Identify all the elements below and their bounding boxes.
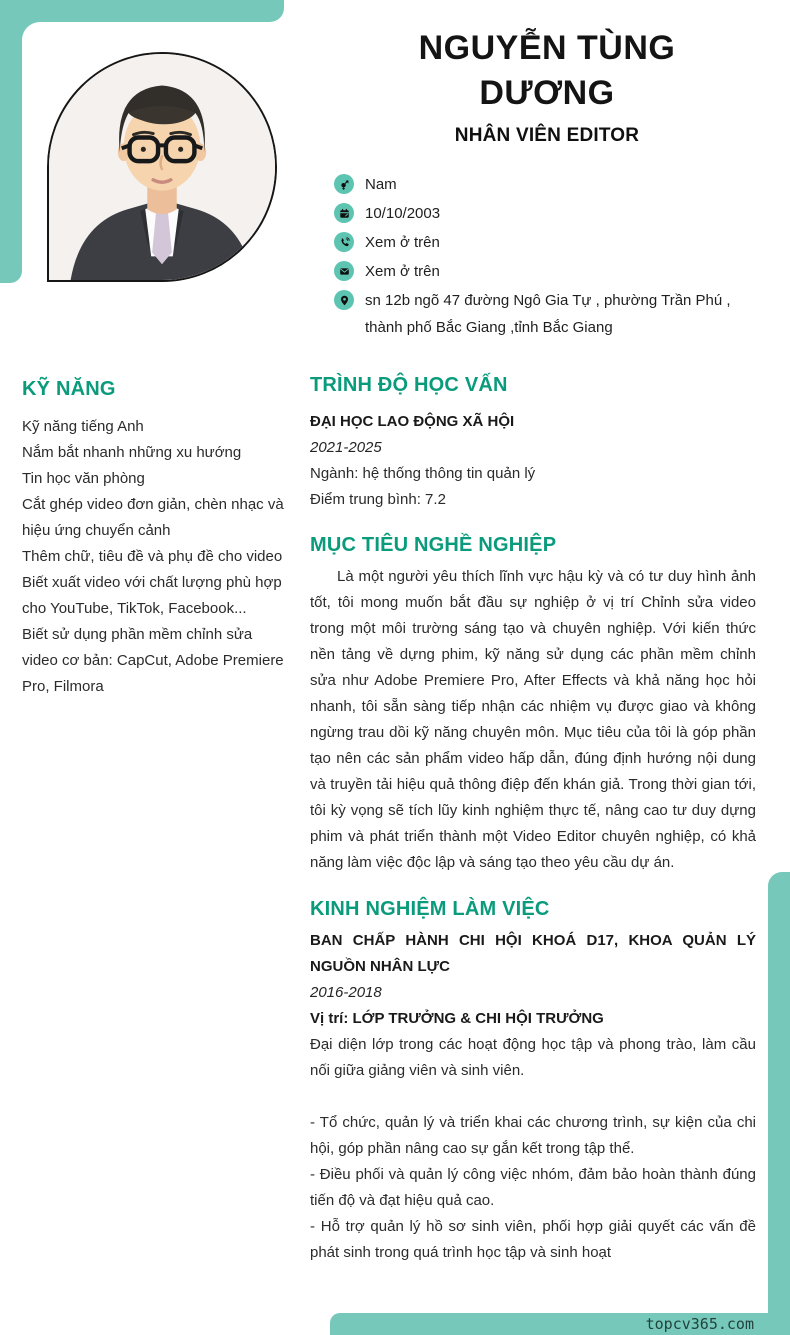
photo-card xyxy=(22,22,284,283)
contact-row-birthday xyxy=(334,203,764,224)
header xyxy=(330,26,764,147)
contact-list xyxy=(334,174,764,349)
email-icon xyxy=(334,261,354,281)
experience-bullet: - Điều phối và quản lý công việc nhóm, đảm bảo hoàn thành đúng tiến độ và đạt hiệu quả cao. xyxy=(310,1166,756,1209)
education-heading: TRÌNH ĐỘ HỌC VẤN xyxy=(310,374,508,396)
address-value: sn 12b ngõ 47 đường Ngô Gia Tự , phường Trần Phú , thành phố Bắc Giang ,tỉnh Bắc Giang xyxy=(365,292,731,336)
skill-item: Tin học văn phòng xyxy=(22,470,145,487)
contact-row-email xyxy=(334,261,764,282)
experience-bullet: - Tổ chức, quản lý và triển khai các chương trình, sự kiện của chi hội, góp phần nâng cao sự gắn kết trong tập thể. xyxy=(310,1114,756,1157)
contact-row-phone xyxy=(334,232,764,253)
contact-row-gender xyxy=(334,174,764,195)
experience-position: Vị trí: LỚP TRƯỞNG & CHI HỘI TRƯỞNG xyxy=(310,1010,604,1027)
experience-summary: Đại diện lớp trong các hoạt động học tập và phong trào, làm cầu nối giữa giảng viên và sinh viên. xyxy=(310,1036,756,1079)
phone-value: Xem ở trên xyxy=(365,234,440,251)
spacer xyxy=(310,1084,756,1110)
experience-organization: BAN CHẤP HÀNH CHI HỘI KHOÁ D17, KHOA QUẢN LÝ NGUỒN NHÂN LỰC xyxy=(310,932,756,975)
skill-item: Kỹ năng tiếng Anh xyxy=(22,418,144,435)
profile-photo xyxy=(47,52,277,282)
avatar xyxy=(49,54,275,280)
education-gpa: Điểm trung bình: 7.2 xyxy=(310,491,446,508)
email-value: Xem ở trên xyxy=(365,263,440,280)
skill-item: Nắm bắt nhanh những xu hướng xyxy=(22,444,242,461)
skills-section xyxy=(22,378,290,700)
gender-icon xyxy=(334,174,354,194)
footer-bar xyxy=(330,1313,790,1335)
location-icon xyxy=(334,290,354,310)
education-entry xyxy=(310,409,756,513)
skills-heading: KỸ NĂNG xyxy=(22,378,116,400)
left-accent-bar xyxy=(0,0,22,283)
skill-item: Thêm chữ, tiêu đề và phụ đề cho video xyxy=(22,548,283,565)
calendar-icon xyxy=(334,203,354,223)
experience-heading: KINH NGHIỆM LÀM VIỆC xyxy=(310,898,550,920)
skill-item: Biết sử dụng phần mềm chỉnh sửa video cơ bản: CapCut, Adobe Premiere Pro, Filmora xyxy=(22,626,284,695)
footer-website: topcv365.com xyxy=(645,1315,754,1333)
main-column xyxy=(310,374,756,1266)
education-school: ĐẠI HỌC LAO ĐỘNG XÃ HỘI xyxy=(310,413,515,430)
birthday-value: 10/10/2003 xyxy=(365,205,441,222)
gender-value: Nam xyxy=(365,176,397,193)
experience-bullet: - Hỗ trợ quản lý hồ sơ sinh viên, phối hợp giải quyết các vấn đề phát sinh trong quá trình học tập và sinh hoạt xyxy=(310,1218,756,1261)
objective-text: Là một người yêu thích lĩnh vực hậu kỳ và có tư duy hình ảnh tốt, tôi mong muốn bắt đầu sự nghiệp ở vị trí Chỉnh sửa video trong một môi trường sáng tạo và chuyên nghiệp. Với kiến thức nền tảng về dựng phim, kỹ năng sử dụng các phần mềm chỉnh sửa như Adobe Premiere Pro, After Effects và khả năng học hỏi nhanh, tôi sẵn sàng tiếp nhận các nhiệm vụ được giao và không ngừng trau dồi kỹ năng chuyên môn. Mục tiêu của tôi là góp phần tạo nên các sản phẩm video hấp dẫn, đúng định hướng nội dung và truyền tải hiệu quả thông điệp đến khán giả. Trong thời gian tới, tôi kỳ vọng sẽ tích lũy kinh nghiệm thực tế, nâng cao tư duy dựng phim và phát triển thành một Video Editor chuyên nghiệp, có khả năng làm việc độc lập và sáng tạo theo yêu cầu dự án. xyxy=(310,568,756,871)
objective-heading: MỤC TIÊU NGHỀ NGHIỆP xyxy=(310,534,557,556)
top-accent-bar xyxy=(0,0,284,22)
experience-entry xyxy=(310,928,756,1266)
skill-item: Cắt ghép video đơn giản, chèn nhạc và hiệu ứng chuyển cảnh xyxy=(22,496,284,539)
phone-icon xyxy=(334,232,354,252)
experience-period: 2016-2018 xyxy=(310,984,382,1001)
candidate-name: NGUYỄN TÙNG DƯƠNG xyxy=(418,29,676,112)
skill-item: Biết xuất video với chất lượng phù hợp cho YouTube, TikTok, Facebook... xyxy=(22,574,282,617)
contact-row-address xyxy=(334,290,764,341)
right-accent-bar xyxy=(768,872,790,1335)
education-period: 2021-2025 xyxy=(310,439,382,456)
job-title: NHÂN VIÊN EDITOR xyxy=(454,125,640,146)
education-major: Ngành: hệ thống thông tin quản lý xyxy=(310,465,536,482)
